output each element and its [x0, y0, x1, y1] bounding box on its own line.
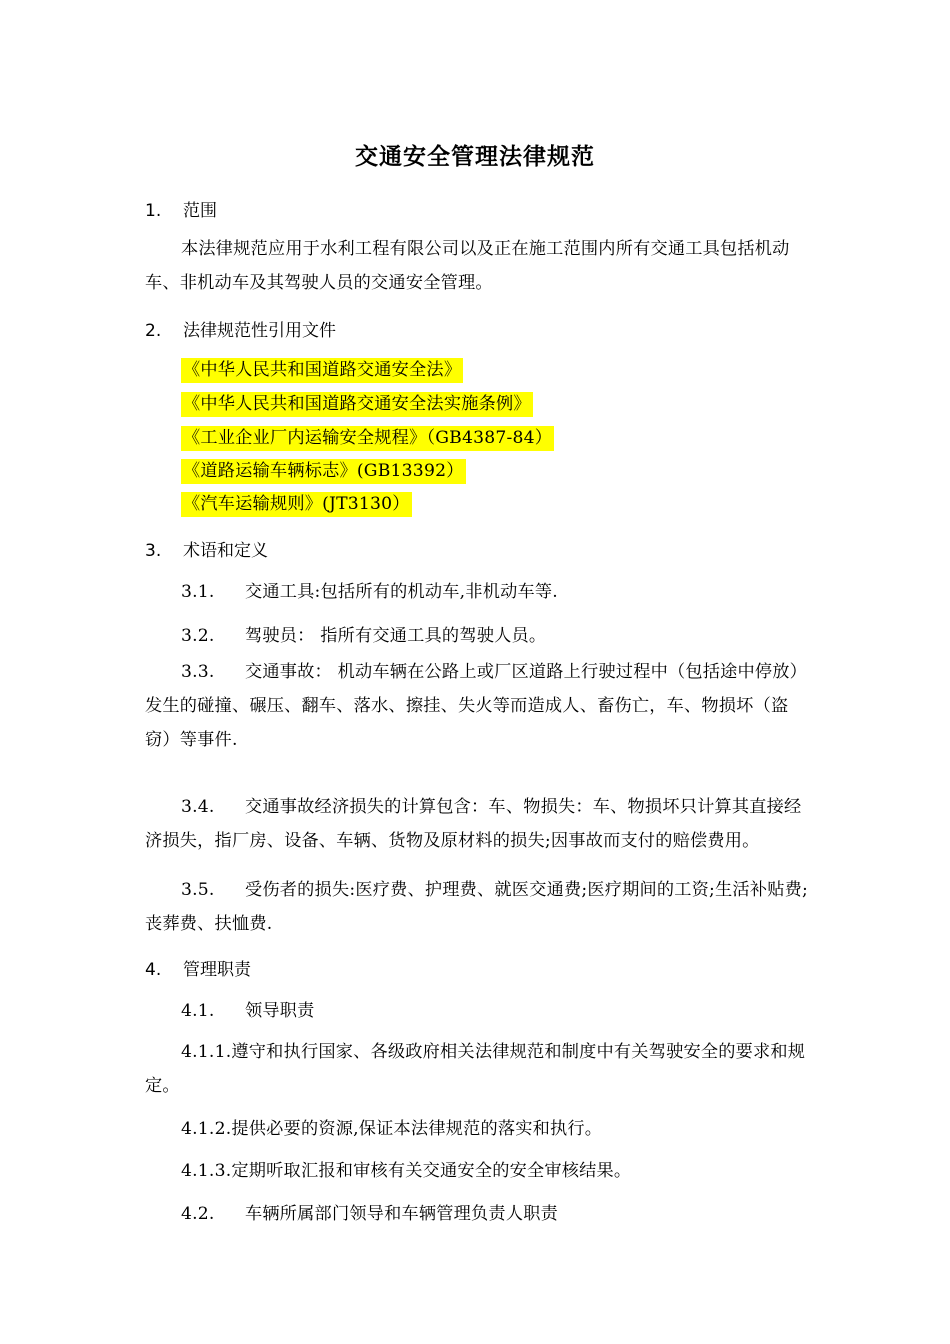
section-number: 1.: [145, 201, 162, 221]
item-number: 3.3.: [181, 662, 215, 682]
responsibility-item: [181, 1199, 558, 1224]
item-number: 3.2.: [181, 626, 215, 646]
reference-item: [181, 456, 466, 481]
section-heading-definitions: [145, 536, 268, 561]
item-number: 3.1.: [181, 582, 215, 602]
document-title: 交通安全管理法律规范: [355, 144, 595, 170]
definition-item: [181, 577, 558, 602]
definition-item: [145, 873, 810, 941]
highlighted-reference: 《中华人民共和国道路交通安全法》: [181, 358, 463, 383]
highlighted-reference: 《道路运输车辆标志》(GB13392）: [181, 459, 466, 484]
highlighted-reference: 《汽车运输规则》(JT3130）: [181, 492, 412, 517]
responsibility-item: [181, 996, 315, 1021]
section-title: 法律规范性引用文件: [183, 321, 336, 341]
item-number: 4.1.: [181, 1001, 215, 1021]
section-number: 4.: [145, 960, 162, 980]
item-text: 领导职责: [245, 1001, 315, 1021]
definition-item: [145, 655, 810, 757]
section-heading-scope: [145, 196, 217, 221]
item-text: 交通事故： 机动车辆在公路上或厂区道路上行驶过程中（包括途中停放）发生的碰撞、碾压、翻车、落水、擦挂、失火等而造成人、畜伤亡，车、物损坏（盗窃）等事件.: [145, 662, 808, 750]
reference-item: [181, 355, 463, 380]
item-text: 驾驶员： 指所有交通工具的驾驶人员。: [245, 626, 547, 646]
section-number: 3.: [145, 541, 162, 561]
item-number: 4.2.: [181, 1204, 215, 1224]
highlighted-reference: 《工业企业厂内运输安全规程》（GB4387-84）: [181, 426, 554, 451]
section-number: 2.: [145, 321, 162, 341]
responsibility-item: 4.1.2.提供必要的资源,保证本法律规范的落实和执行。: [181, 1119, 603, 1139]
item-text: 车辆所属部门领导和车辆管理负责人职责: [245, 1204, 558, 1224]
section-heading-references: [145, 316, 336, 341]
section-title: 术语和定义: [183, 541, 268, 561]
item-text: 交通工具:包括所有的机动车,非机动车等.: [245, 582, 558, 602]
scope-paragraph: 本法律规范应用于水利工程有限公司以及正在施工范围内所有交通工具包括机动车、非机动车及其驾驶人员的交通安全管理。: [145, 239, 790, 293]
definition-item: [181, 621, 546, 646]
responsibility-item: 4.1.3.定期听取汇报和审核有关交通安全的安全审核结果。: [181, 1161, 632, 1181]
section-heading-responsibilities: [145, 955, 251, 980]
item-number: 3.4.: [181, 797, 215, 817]
highlighted-reference: 《中华人民共和国道路交通安全法实施条例》: [181, 392, 533, 417]
item-number: 3.5.: [181, 880, 215, 900]
reference-item: [181, 489, 412, 514]
section-title: 管理职责: [183, 960, 251, 980]
definition-item: [145, 790, 810, 858]
reference-item: [181, 423, 554, 448]
item-text: 交通事故经济损失的计算包含：车、物损失：车、物损坏只计算其直接经济损失，指厂房、设备、车辆、货物及原材料的损失;因事故而支付的赔偿费用。: [145, 797, 802, 851]
item-text: 受伤者的损失:医疗费、护理费、就医交通费;医疗期间的工资;生活补贴费;丧葬费、扶恤费.: [145, 880, 808, 934]
reference-item: [181, 389, 533, 414]
responsibility-item: 4.1.1.遵守和执行国家、各级政府相关法律规范和制度中有关驾驶安全的要求和规定。: [145, 1042, 806, 1096]
section-title: 范围: [183, 201, 217, 221]
